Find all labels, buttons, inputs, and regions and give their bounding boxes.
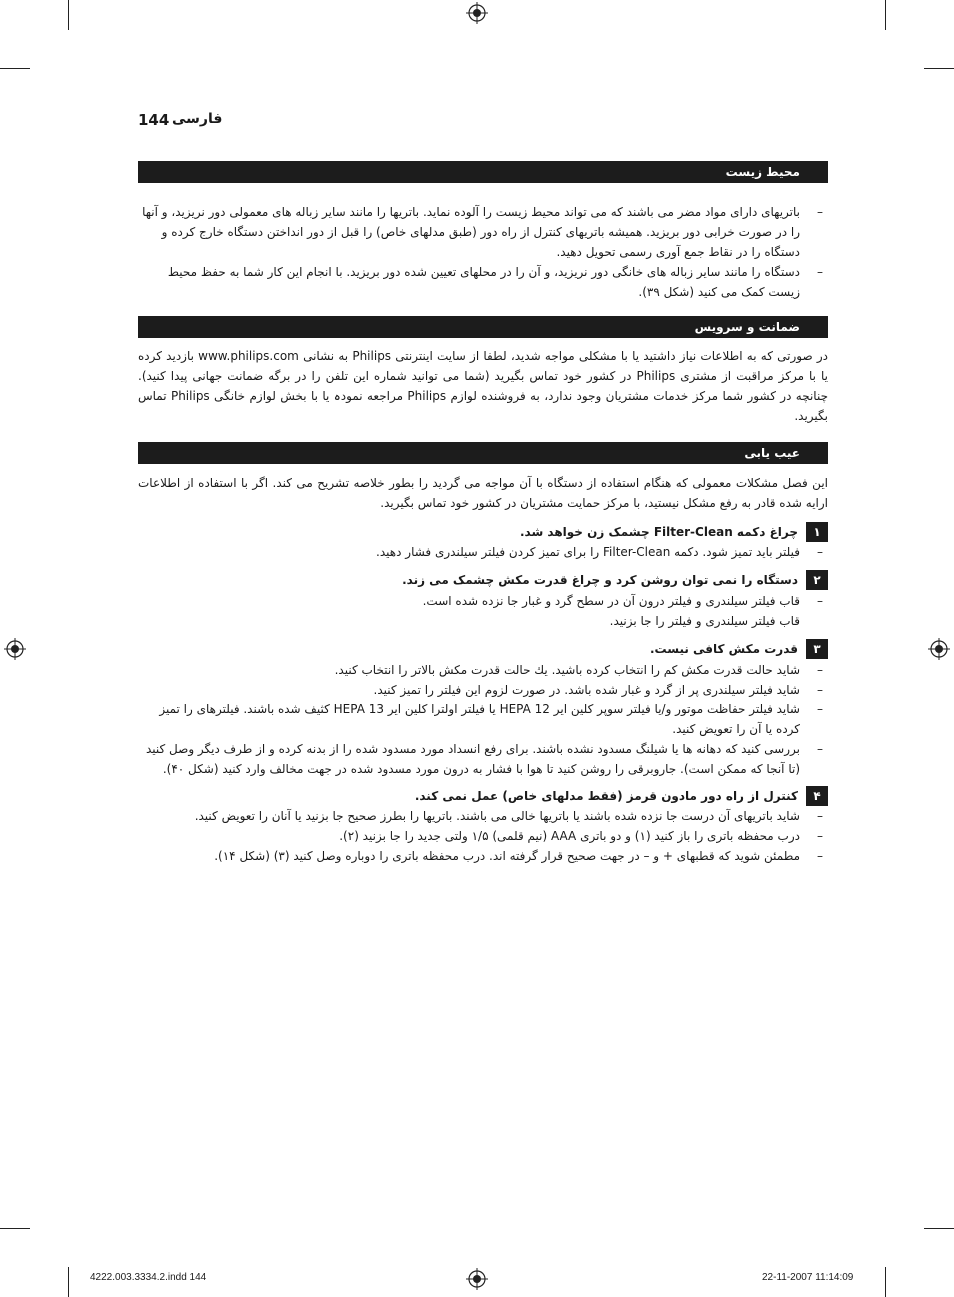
crop-mark bbox=[924, 68, 954, 69]
section-heading-guarantee: ضمانت و سرویس bbox=[138, 316, 828, 338]
step-title: چراغ دکمه Filter-Clean چشمک زن خواهد شد. bbox=[519, 525, 798, 539]
bullet-text: شاید فیلتر سیلندری پر از گرد و غبار شده باشد. در صورت لزوم این فیلتر را تمیز کنید. bbox=[373, 683, 800, 697]
list-item bbox=[138, 699, 828, 739]
step-number: ۴ bbox=[806, 786, 828, 806]
step-number: ۱ bbox=[806, 522, 828, 542]
list-item bbox=[138, 611, 828, 631]
bullet-dash: – bbox=[817, 702, 823, 716]
bullet-text: شاید حالت قدرت مکش کم را انتخاب کرده باشید. يك حالت قدرت مکش بالاتر را انتخاب کنید. bbox=[334, 663, 800, 677]
registration-mark-icon bbox=[466, 2, 488, 24]
crop-mark bbox=[0, 1228, 30, 1229]
troubleshooting-intro: این فصل مشکلات معمولی که هنگام استفاده از دستگاه با آن مواجه می گردید را بطور خلاصه تشریح می کند. اگر با استفاده از اطلاعات ارایه شده قادر به رفع مشکل نیستید، با مرکز حمایت مشتریان در کشور خود تماس بگیرید. bbox=[138, 476, 828, 510]
crop-mark bbox=[924, 1228, 954, 1229]
list-item bbox=[138, 739, 828, 779]
step-heading bbox=[138, 786, 828, 806]
step-title: قدرت مکش کافی نیست. bbox=[649, 642, 798, 656]
page-language: فارسی bbox=[172, 111, 223, 127]
step-heading bbox=[138, 639, 828, 659]
bullet-dash: – bbox=[817, 265, 823, 279]
crop-mark bbox=[0, 68, 30, 69]
step-number: ۳ bbox=[806, 639, 828, 659]
bullet-dash: – bbox=[817, 683, 823, 697]
step-title: کنترل از راه دور مادون قرمز (فقط مدلهای خاص) عمل نمی کند. bbox=[414, 789, 798, 803]
crop-mark bbox=[68, 1267, 69, 1297]
list-item bbox=[138, 660, 828, 680]
footer-timestamp: 22-11-2007 11:14:09 bbox=[762, 1272, 854, 1283]
list-item bbox=[138, 846, 828, 866]
bullet-dash: – bbox=[817, 742, 823, 756]
page-header bbox=[138, 111, 828, 133]
bullet-dash: – bbox=[817, 594, 823, 608]
registration-mark-icon bbox=[4, 638, 26, 660]
page-number: 144 bbox=[138, 111, 170, 129]
crop-mark bbox=[885, 0, 886, 30]
bullet-text: شاید فیلتر حفاظت موتور و/یا فیلتر سوپر کلین ایر HEPA 12 یا فیلتر اولترا کلین ایر HEPA 13 کثیف شده باشند. فیلترهای را تمیز کرده یا آن را تعویض کنید. bbox=[159, 702, 800, 736]
bullet-text: قاب فیلتر سیلندری و فیلتر درون آن در سطح گرد و غبار جا نزده شده است. bbox=[422, 594, 800, 608]
bullet-text: شاید باتریهای آن درست جا نزده شده باشند یا باتریها خالی می باشند. باتریها را بطرز صحیح جا بزنید یا آنان را تعویض کنید. bbox=[194, 809, 800, 823]
crop-mark bbox=[68, 0, 69, 30]
section-heading-environment: محیط زیست bbox=[138, 161, 828, 183]
footer-file-name: 4222.003.3334.2.indd 144 bbox=[90, 1272, 207, 1283]
bullet-text: باتریهای دارای مواد مضر می باشند که می تواند محیط زیست را آلوده نماید. باتریها را مانند سایر زباله های معمولی دور نریزید، و آنها را در صورت خرابی دور بریزید. همیشه باتریهای کنترل از راه دور (طبق مدلهای خاص) را قبل از دور انداختن دستگاه خارج کرده و دستگاه را در نقاط جمع آوری رسمی تحویل دهید. bbox=[142, 205, 800, 259]
section-heading-troubleshooting: عیب یابی bbox=[138, 442, 828, 464]
bullet-dash: – bbox=[817, 849, 823, 863]
list-item bbox=[138, 806, 828, 826]
list-item bbox=[138, 826, 828, 846]
list-item bbox=[138, 591, 828, 611]
bullet-text: دستگاه را مانند سایر زباله های خانگی دور نریزید، و آن را در محلهای تعیین شده دور بریزید. با انجام این کار شما به حفظ محیط زیست کمک می کنید (شکل ۳۹). bbox=[167, 265, 800, 299]
step-heading bbox=[138, 570, 828, 590]
bullet-text: قاب فیلتر سیلندری و فیلتر را جا بزنید. bbox=[609, 614, 800, 628]
step-number: ۲ bbox=[806, 570, 828, 590]
bullet-dash: – bbox=[817, 545, 823, 559]
bullet-dash: – bbox=[817, 205, 823, 219]
list-item bbox=[138, 262, 828, 302]
bullet-dash: – bbox=[817, 829, 823, 843]
bullet-dash: – bbox=[817, 663, 823, 677]
step-heading bbox=[138, 522, 828, 542]
list-item bbox=[138, 680, 828, 700]
crop-mark bbox=[885, 1267, 886, 1297]
list-item bbox=[138, 542, 828, 562]
bullet-text: بررسی کنید که دهانه ها یا شیلنگ مسدود نشده باشند. برای رفع انسداد مورد مسدود شده را از بدنه کرده و از طرف دیگر وصل کنید (تا آنجا که ممکن است). جاروبرقی را روشن کنید تا هوا با فشار به درون مورد مسدود شده در جهت مخالف وارد کنید (شکل ۴۰). bbox=[145, 742, 800, 776]
step-title: دستگاه را نمی توان روشن کرد و چراغ قدرت مکش چشمک می زند. bbox=[402, 573, 798, 587]
bullet-text: درب محفظه باتری را باز کنید (۱) و دو باتری AAA (نیم قلمی) ۱/۵ ولتی جدید را جا بزنید (۲). bbox=[339, 829, 800, 843]
bullet-text: فیلتر باید تمیز شود. دکمه Filter-Clean را برای تمیز کردن فیلتر سیلندری فشار دهید. bbox=[376, 545, 800, 559]
bullet-dash: – bbox=[817, 809, 823, 823]
guarantee-paragraph: در صورتی که به اطلاعات نیاز داشتید یا با مشکلی مواجه شدید، لطفا از سایت اینترنتی Philips به نشانی www.philips.com بازدید کرده یا با مرکز مراقبت از مشتری Philips در کشور خود تماس بگیرید (شما می توانید شماره این تلفن را در برگه ضمانت جهانی پیدا کنید). چنانچه در کشور شما مرکز خدمات مشتریان وجود ندارد، به فروشنده لوازم Philips مراجعه نمودہ یا با بخش لوازم خانگی Philips تماس بگیرید. bbox=[138, 349, 829, 423]
registration-mark-icon bbox=[466, 1268, 488, 1290]
bullet-text: مطمئن شوید که قطبهای + و – در جهت صحیح قرار گرفته اند. درب محفظه باتری را دوباره وصل کنید (۳) (شکل ۱۴). bbox=[214, 849, 800, 863]
registration-mark-icon bbox=[928, 638, 950, 660]
list-item bbox=[138, 202, 828, 262]
